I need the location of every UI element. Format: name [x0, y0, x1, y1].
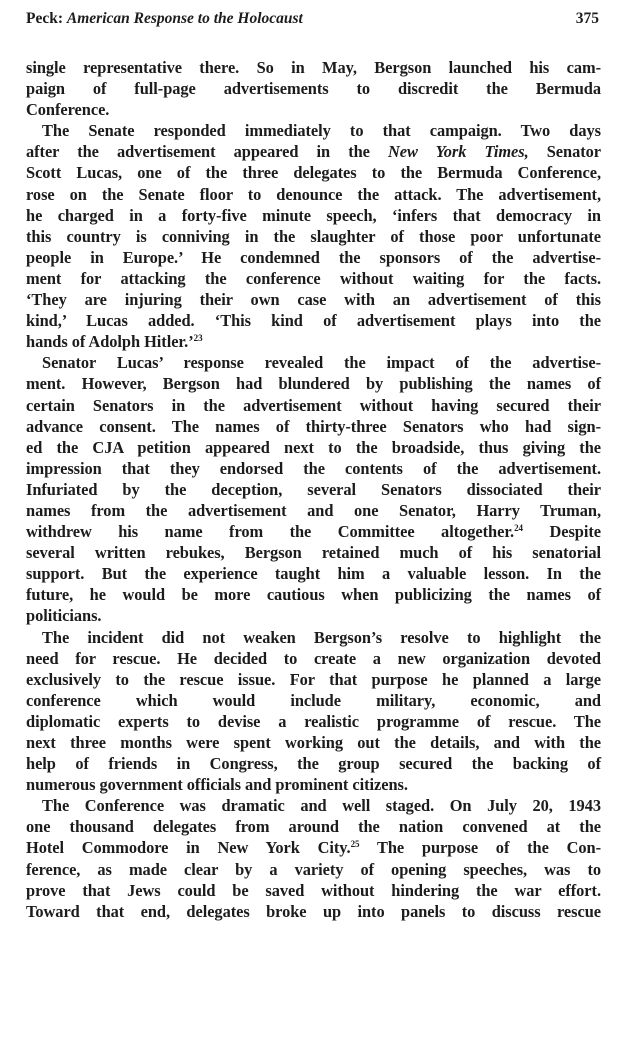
- text-line: [26, 458, 601, 479]
- text-line: [26, 184, 601, 205]
- text-segment: after the advertisement appeared in the: [26, 142, 388, 162]
- text-segment: single representative there. So in May, Bergson launched his cam-: [26, 58, 601, 77]
- text-line: [26, 141, 601, 162]
- italic-title: New York Times,: [387, 142, 529, 162]
- text-line: [26, 880, 601, 901]
- text-line: [26, 120, 601, 141]
- text-line: [26, 226, 601, 247]
- text-segment: The incident did not weaken Bergson’s resolve to highlight the: [42, 627, 601, 647]
- text-line: [26, 373, 601, 394]
- footnote-marker[interactable]: 24: [514, 523, 524, 534]
- running-head-book-title: American Response to the Holocaust: [66, 10, 303, 27]
- text-line: [26, 395, 601, 416]
- text-segment: ference, as made clear by a variety of opening speeches, was to: [26, 859, 601, 879]
- text-segment: prove that Jews could be saved without hindering the war effort.: [26, 880, 601, 900]
- paragraph: [26, 120, 601, 352]
- text-line: [26, 331, 601, 352]
- text-line: [26, 648, 601, 669]
- text-line: [26, 521, 601, 542]
- text-segment: ‘They are injuring their own case with an advertisement of this: [26, 290, 601, 310]
- text-line: [26, 669, 601, 690]
- text-segment: exclusively to the rescue issue. For that purpose he planned a large: [26, 669, 601, 689]
- text-line: [26, 901, 601, 922]
- text-line: [26, 859, 601, 880]
- body-text: [26, 57, 601, 922]
- footnote-marker[interactable]: 23: [193, 333, 203, 344]
- text-segment: future, he would be more cautious when publicizing the names of: [26, 585, 601, 605]
- page-number: 375: [575, 10, 599, 27]
- footnote-marker[interactable]: 25: [350, 839, 360, 850]
- text-segment: next three months were spent working out the details, and with the: [26, 733, 601, 752]
- text-line: [26, 437, 601, 458]
- text-segment: rose on the Senate floor to denounce the attack. The advertisement,: [26, 184, 601, 204]
- text-line: [26, 605, 601, 626]
- paragraph: [26, 627, 601, 796]
- text-line: [26, 584, 601, 605]
- text-segment: withdrew his name from the Committee altogether.: [26, 522, 515, 542]
- text-line: [26, 753, 601, 774]
- text-line: [26, 627, 601, 648]
- text-segment: Conference.: [26, 100, 110, 120]
- running-head: [26, 10, 601, 36]
- text-line: [26, 247, 601, 268]
- text-segment: he charged in a forty-five minute speech, ‘infers that democracy in: [26, 205, 601, 225]
- text-line: [26, 416, 601, 437]
- text-segment: Toward that end, delegates broke up into panels to discuss rescue: [26, 901, 601, 921]
- text-line: [26, 268, 601, 289]
- text-line: [26, 99, 601, 120]
- text-line: [26, 57, 601, 78]
- text-line: [26, 162, 601, 183]
- running-head-title: [26, 10, 303, 28]
- paragraph: [26, 795, 601, 922]
- text-segment: Despite: [523, 522, 602, 542]
- text-line: [26, 500, 601, 521]
- text-segment: Senator: [528, 142, 601, 162]
- text-line: [26, 310, 601, 331]
- text-line: [26, 711, 601, 732]
- text-segment: politicians.: [26, 606, 102, 626]
- text-line: [26, 352, 601, 373]
- text-segment: advance consent. The names of thirty-three Senators who had sign-: [26, 416, 601, 436]
- text-segment: impression that they endorsed the contents of the advertisement.: [26, 458, 601, 478]
- running-head-author: Peck:: [26, 10, 64, 27]
- text-segment: The Conference was dramatic and well staged. On July 20, 1943: [42, 796, 601, 816]
- text-segment: ment. However, Bergson had blundered by publishing the names of: [26, 374, 601, 394]
- text-segment: certain Senators in the advertisement without having secured their: [26, 395, 601, 415]
- text-segment: Infuriated by the deception, several Senators dissociated their: [26, 479, 601, 499]
- text-segment: several written rebukes, Bergson retained much of his senatorial: [26, 543, 601, 563]
- text-line: [26, 795, 601, 816]
- text-segment: support. But the experience taught him a valuable lesson. In the: [26, 564, 601, 584]
- text-line: [26, 289, 601, 310]
- paragraph: [26, 352, 601, 626]
- text-segment: The purpose of the Con-: [359, 838, 601, 858]
- text-segment: numerous government officials and prominent citizens.: [26, 775, 408, 795]
- text-segment: help of friends in Congress, the group secured the backing of: [26, 754, 601, 774]
- text-line: [26, 563, 601, 584]
- text-line: [26, 542, 601, 563]
- text-line: [26, 78, 601, 99]
- text-segment: Scott Lucas, one of the three delegates to the Bermuda Conference,: [26, 163, 601, 183]
- text-segment: ment for attacking the conference without waiting for the facts.: [26, 268, 601, 288]
- text-segment: one thousand delegates from around the nation convened at the: [26, 817, 601, 837]
- text-segment: hands of Adolph Hitler.’: [26, 332, 194, 352]
- text-line: [26, 774, 601, 795]
- text-line: [26, 837, 601, 858]
- text-segment: kind,’ Lucas added. ‘This kind of advertisement plays into the: [26, 311, 601, 331]
- text-segment: conference which would include military, economic, and: [26, 690, 601, 710]
- text-segment: people in Europe.’ He condemned the sponsors of the advertise-: [26, 247, 601, 267]
- text-segment: diplomatic experts to devise a realistic programme of rescue. The: [26, 711, 601, 731]
- text-line: [26, 205, 601, 226]
- text-line: [26, 732, 601, 753]
- text-line: [26, 816, 601, 837]
- text-segment: ed the CJA petition appeared next to the broadside, thus giving the: [26, 437, 601, 457]
- text-segment: names from the advertisement and one Senator, Harry Truman,: [26, 500, 601, 520]
- book-page: [26, 10, 601, 922]
- text-segment: paign of full-page advertisements to discredit the Bermuda: [26, 79, 601, 99]
- text-segment: Hotel Commodore in New York City.: [26, 838, 351, 858]
- text-segment: need for rescue. He decided to create a new organization devoted: [26, 648, 601, 668]
- text-line: [26, 690, 601, 711]
- text-segment: Senator Lucas’ response revealed the impact of the advertise-: [42, 353, 601, 373]
- text-segment: this country is conniving in the slaughter of those poor unfortunate: [26, 226, 601, 246]
- text-segment: The Senate responded immediately to that campaign. Two days: [42, 121, 601, 141]
- paragraph: [26, 57, 601, 120]
- text-line: [26, 479, 601, 500]
